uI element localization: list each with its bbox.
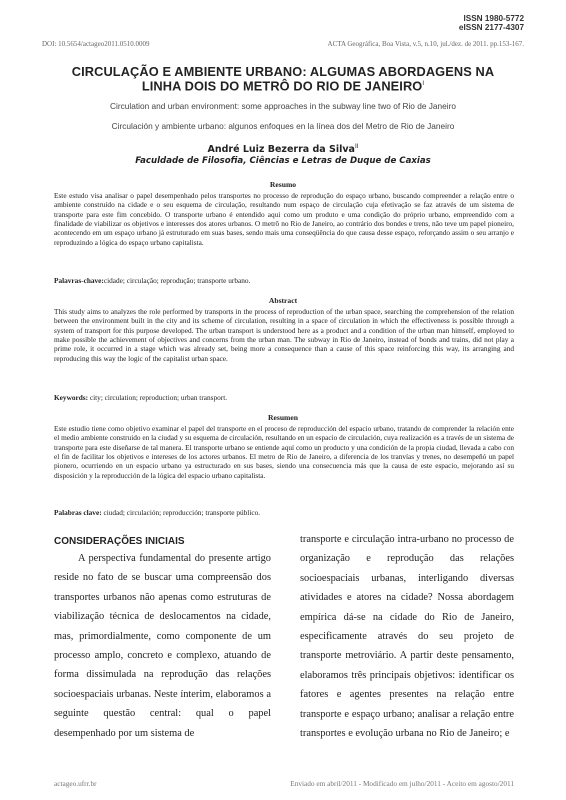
resumen-heading: Resumen [268,413,298,422]
author-name [40,143,526,155]
abstract-heading: Abstract [268,296,298,305]
resumo-keywords-text: cidade; circulação; reprodução; transporte urbano. [103,276,251,285]
author-footnote-mark: II [354,143,359,150]
paper-title [40,66,526,92]
body-column-right: transporte e circulação intra-urbano no processo de organização e reprodução das relações socioespaciais urbanas, interligando diversas atividades e atores na cidade? Nossa abordagem empírica dá-se na cidade do Rio de Janeiro, especificamente através do seu projeto de transporte metroviário. A partir deste pensamento, elaboramos três principais objetivos: identificar os fatores e agentes presentes na relação entre transporte e espaço urbano; analisar a relação entre transportes e evolução urbana no Rio de Janeiro; e [300,534,514,740]
section-heading: CONSIDERAÇÕES INICIAIS [54,536,185,547]
resumo-text: Este estudo visa analisar o papel desempenhado pelos transportes no processo de reprodução do espaço urbano, buscando compreender a relação entre o ambiente construído na cidade e o seu esquema de circulação, resultando num espaço de circulação cuja efetivação se faz através de um sistema de transporte para este fim concebido. O transporte urbano é entendido aqui como um produto e uma condição do próprio urbano, empreendido com a finalidade de viabilizar os objetivos e interesses dos atores urbanos. O metrô no Rio de Janeiro, ao contrário dos bondes e trens, não teve um papel pioneiro, acontecendo em um espaço urbano já estruturado em suas bases, sendo mais uma conseqüência do que causa desse espaço, reforçando assim o seu arranjo e reproduzindo a lógica do espaço urbano capitalista. [54,191,514,247]
citation-header: ACTA Geográfica, Boa Vista, v.5, n.10, jul./dez. de 2011. pp.153-167. [327,40,524,48]
doi-header: DOI: 10.5654/actageo2011.0510.0009 [42,40,150,48]
title-line-1: CIRCULAÇÃO E AMBIENTE URBANO: ALGUMAS ABORDAGENS NA [71,64,495,79]
issn-electronic: eISSN 2177-4307 [458,23,524,32]
subtitle-spanish: Circulación y ambiente urbano: algunos enfoques en la línea dos del Metro de Rio de Janeiro [111,121,455,131]
resumen-text: Este estudio tiene como objetivo examinar el papel del transporte en el proceso de reproducción del espacio urbano, tratando de comprender la relación ente el medio ambiente construido en la ciudad y su esquema de circulación, resultando en un espacio de circulación, cuya realización es a través de un sistema de transporte para este diseñarse de tal manera. El transporte urbano se entiende aquí como un producto y una condición de la propia ciudad, llevada a cabo con el fin de facilitar los objetivos e intereses de los actores urbanos. El metro de Rio de Janeiro, a diferencia de los tranvías y trenes, no desempeñó un papel pionero, ocurriendo en un espacio urbano ya estructurado en sus bases, siendo una consecuencia más que la causa de este espacio, mejorando así su disposición y la reproducción de la lógica del espacio urbano capitalista. [54,424,514,480]
title-footnote-mark: I [422,81,425,87]
title-line-2: LINHA DOIS DO METRÔ DO RIO DE JANEIRO [141,78,423,94]
author-name-text: André Luiz Bezerra da Silva [207,144,355,156]
resumen-keywords-label: Palabras clave: [54,508,102,517]
author-affiliation: Faculdade de Filosofia, Ciências e Letras de Duque de Caxias [135,156,431,166]
abstract-keywords-text: city; circulation; reproduction; urban transport. [88,393,228,402]
abstract-keywords-label: Keywords: [54,393,89,402]
resumo-heading: Resumo [269,180,297,189]
footer-site: actageo.ufrr.br [54,779,97,788]
abstract-keywords [54,393,514,402]
abstract-text: This study aims to analyzes the role performed by transports in the process of reproduction of the urban space, searching the comprehension of the relation between the environment built in the city and its scheme of circulation, resulting in a space of circulation in which the effectiveness is possible through a system of transport for this purpose developed. The urban transport is understood here as a product and a condition of the urban man himself, employed to make possible the achievement of objectives and concerns from the urban man. The subway in Rio de Janeiro, instead of bonds and trains, did not play a prime role, it occurred in a stage which was already set, being more a consequence than a cause of this space reinforcing this way, its arranging and reproducing this way the logic of the capitalist urban space. [54,307,514,363]
subtitle-english: Circulation and urban environment: some approaches in the subway line two of Rio de Janeiro [110,101,456,111]
resumen-keywords-text: ciudad; circulación; reproducción; transporte público. [101,508,261,517]
body-column-left: A perspectiva fundamental do presente artigo reside no fato de se buscar uma compreensão dos transportes urbanos não apenas como estruturas de viabilização técnica de deslocamentos na cidade, mas, primordialmente, como componente de um processo amplo, concreto e complexo, atuando de forma dissimulada na reprodução das relações socioespaciais urbanas. Neste ínterim, elaboramos a seguinte questão central: qual o papel desempenhado por um sistema de [54,553,271,739]
resumo-keywords [54,276,514,285]
resumen-keywords [54,508,514,517]
footer-dates: Enviado em abril/2011 - Modificado em julho/2011 - Aceito em agosto/2011 [290,779,514,788]
issn-print: ISSN 1980-5772 [463,14,524,23]
resumo-keywords-label: Palavras-chave: [54,276,104,285]
issn-block [459,14,524,32]
